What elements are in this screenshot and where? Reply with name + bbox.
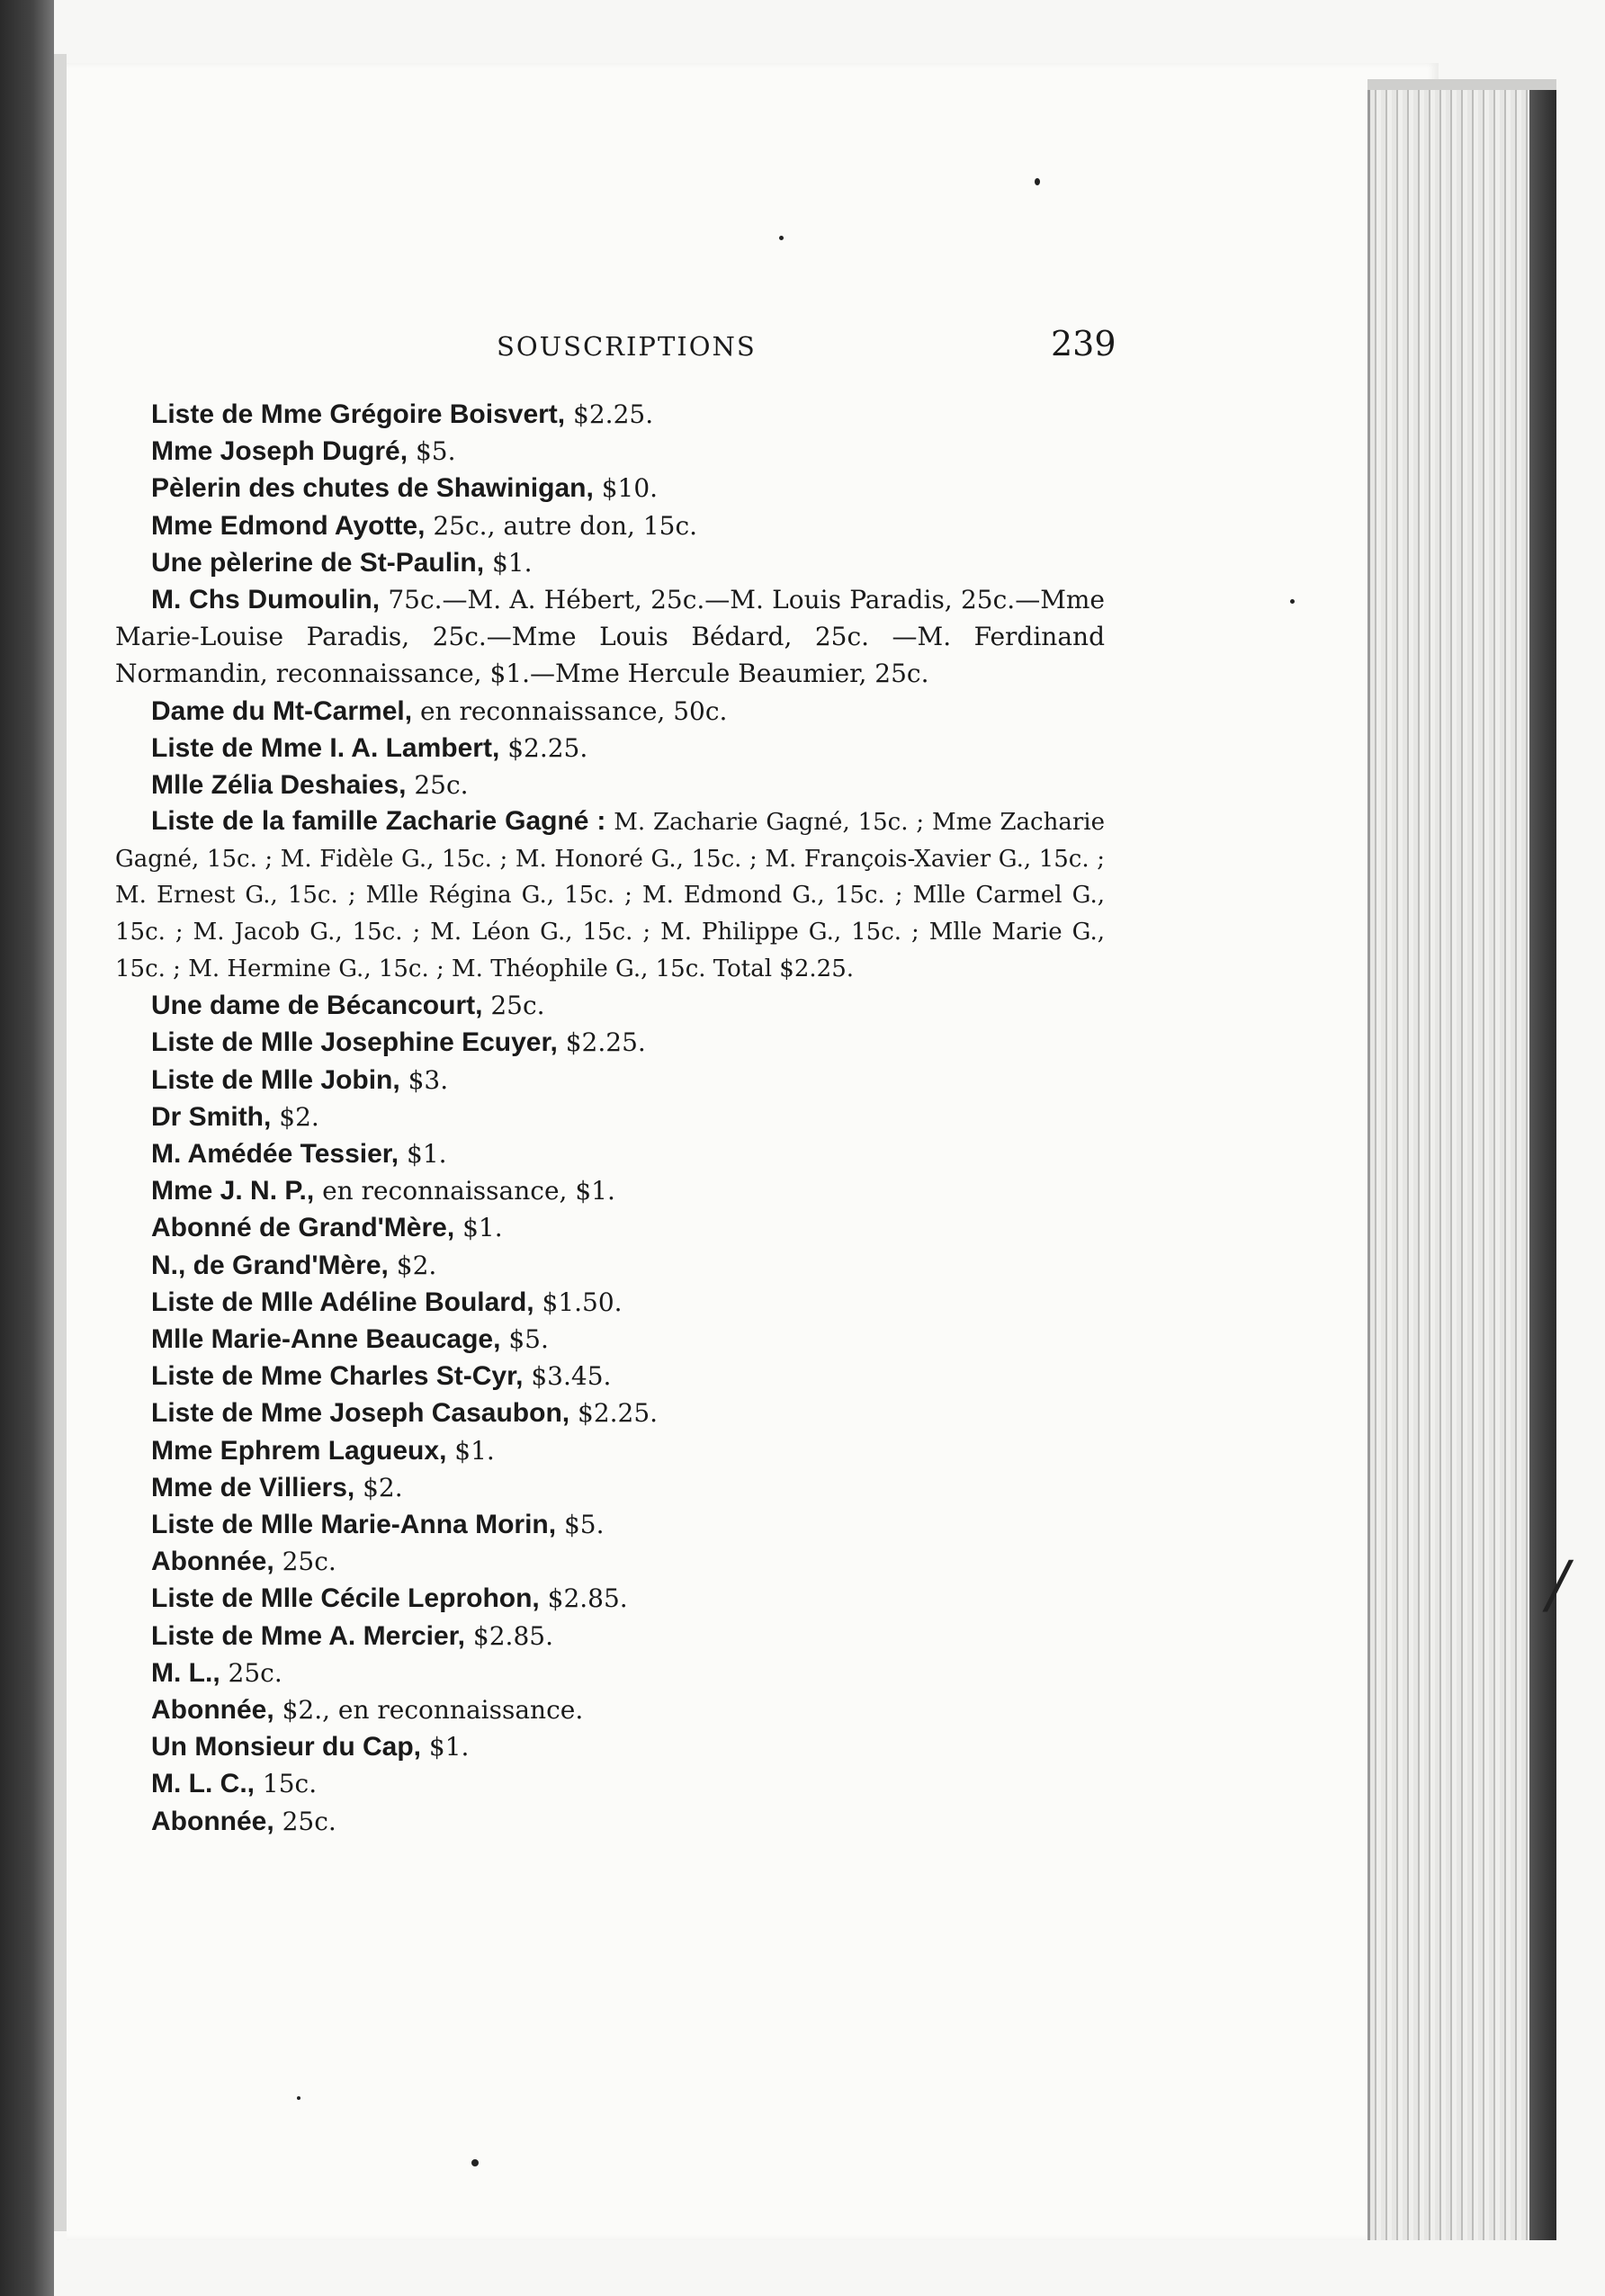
donation-amount: $10.	[593, 473, 659, 504]
donor-name: Liste de Mme Grégoire Boisvert,	[151, 399, 566, 429]
donor-name: N., de Grand'Mère,	[151, 1250, 389, 1280]
list-item	[115, 767, 1105, 803]
donor-name: Abonnée,	[151, 1695, 274, 1726]
list-item	[115, 1803, 1105, 1840]
list-item	[115, 1284, 1105, 1321]
donation-amount: $2., en reconnaissance.	[273, 1695, 584, 1726]
donation-amount: $2.85.	[465, 1620, 553, 1651]
donor-name: Liste de Mme A. Mercier,	[151, 1620, 466, 1651]
donor-name: Mme Joseph Dugré,	[151, 436, 408, 467]
list-item	[115, 581, 1105, 693]
donation-amount: 25c.	[273, 1547, 336, 1577]
list-item	[115, 1765, 1105, 1802]
donor-name: Liste de Mme I. A. Lambert,	[151, 732, 500, 763]
donation-amount: 25c., autre don, 15c.	[425, 510, 698, 541]
donor-name: Pèlerin des chutes de Shawinigan,	[151, 473, 594, 504]
list-item	[115, 1321, 1105, 1358]
donation-amount: $5.	[408, 436, 456, 467]
donor-name: Liste de Mlle Marie-Anna Morin,	[151, 1510, 557, 1540]
list-item	[115, 1024, 1105, 1061]
list-item	[115, 1580, 1105, 1617]
facing-page-edge	[54, 54, 67, 2231]
donor-name: Mme de Villiers,	[151, 1472, 355, 1502]
ink-speck	[779, 236, 784, 240]
list-item	[115, 1543, 1105, 1580]
donation-amount: $3.	[399, 1064, 449, 1095]
donor-name: Liste de la famille Zacharie Gagné :	[151, 806, 606, 837]
donor-name: Abonnée,	[151, 1547, 274, 1577]
list-item	[115, 1395, 1105, 1431]
donor-name: Mlle Marie-Anne Beaucage,	[151, 1324, 501, 1355]
donor-name: Une pèlerine de St-Paulin,	[151, 547, 485, 578]
list-item	[115, 1691, 1105, 1728]
running-header: SOUSCRIPTIONS	[497, 331, 757, 362]
list-item	[115, 1728, 1105, 1765]
donation-amount: en reconnaissance, $1.	[314, 1176, 615, 1206]
donation-amount: $1.	[454, 1213, 503, 1243]
donation-amount: $1.50.	[534, 1287, 623, 1317]
donor-name: Mme Edmond Ayotte,	[151, 510, 426, 541]
donation-amount: $2.25.	[565, 399, 654, 429]
donation-amount: $2.	[388, 1250, 437, 1280]
donor-name: Liste de Mlle Cécile Leprohon,	[151, 1583, 540, 1614]
list-item	[115, 1618, 1105, 1655]
donation-amount: 25c.	[406, 770, 469, 801]
donation-amount: $2.25.	[499, 732, 588, 763]
scan-right-edge	[1529, 90, 1556, 2240]
donation-amount: 75c.—M. A. Hébert, 25c.—M. Louis Paradis, 25c.—Mme Marie-Louise Paradis, 25c.—Mme Louis Bédard, 25c. —M. Ferdinand Normandin, reconnaissance, $1.—Mme Hercule Beaumier, 25c.	[115, 585, 1105, 689]
page-number: 239	[1051, 324, 1116, 363]
ink-speck	[471, 2159, 479, 2166]
donor-name: Dr Smith,	[151, 1101, 272, 1132]
donation-amount: $5.	[556, 1510, 605, 1540]
donor-name: Mme Ephrem Lagueux,	[151, 1435, 447, 1466]
donor-name: M. L.,	[151, 1657, 220, 1688]
list-item	[115, 1135, 1105, 1172]
donor-name: Liste de Mme Charles St-Cyr,	[151, 1361, 524, 1392]
list-item	[115, 1469, 1105, 1506]
donor-name: M. Chs Dumoulin,	[151, 585, 381, 615]
donor-name: Liste de Mlle Jobin,	[151, 1064, 400, 1095]
list-item	[115, 803, 1105, 987]
donor-name: Dame du Mt-Carmel,	[151, 695, 413, 726]
donation-amount: $2.	[271, 1101, 319, 1132]
donation-amount: en reconnaissance, 50c.	[412, 695, 728, 726]
page-stack-edges	[1367, 90, 1550, 2240]
donation-amount: $3.45.	[523, 1361, 612, 1392]
list-item	[115, 1062, 1105, 1099]
donation-amount: 25c.	[482, 991, 545, 1021]
ink-speck	[297, 2096, 300, 2100]
donor-name: Mlle Zélia Deshaies,	[151, 770, 407, 801]
list-item	[115, 1358, 1105, 1395]
donor-name: Mme J. N. P.,	[151, 1176, 315, 1206]
donor-name: Liste de Mlle Adéline Boulard,	[151, 1287, 534, 1317]
donor-name: Abonné de Grand'Mère,	[151, 1213, 455, 1243]
donor-name: M. L. C.,	[151, 1769, 255, 1799]
donation-amount: 25c.	[273, 1806, 336, 1836]
donor-name: Liste de Mlle Josephine Ecuyer,	[151, 1027, 558, 1058]
donor-name: Une dame de Bécancourt,	[151, 991, 483, 1021]
list-item	[115, 544, 1105, 581]
list-item	[115, 1247, 1105, 1284]
list-item	[115, 987, 1105, 1024]
list-item	[115, 1506, 1105, 1543]
list-item	[115, 507, 1105, 544]
list-item	[115, 1432, 1105, 1469]
ink-speck	[1290, 599, 1295, 604]
donation-amount: $1.	[446, 1435, 495, 1466]
list-item	[115, 1655, 1105, 1691]
donation-amount: $2.25.	[569, 1398, 659, 1429]
donation-amount: M. Zacharie Gagné, 15c. ; Mme Zacharie Gagné, 15c. ; M. Fidèle G., 15c. ; M. Honoré G., 15c. ; M. François-Xavier G., 15c. ; M. Ernest G., 15c. ; Mlle Régina G., 15c. ; M. Edmond G., 15c. ; Mlle Carmel G., 15c. ; M. Jacob G., 15c. ; M. Léon G., 15c. ; M. Philippe G., 15c. ; Mlle Marie G., 15c. ; M. Hermine G., 15c. ; M. Théophile G., 15c. Total $2.25.	[115, 809, 1105, 982]
donation-amount: 25c.	[220, 1657, 282, 1688]
donor-name: Abonnée,	[151, 1806, 274, 1836]
list-item	[115, 1209, 1105, 1246]
list-item	[115, 730, 1105, 767]
donation-amount: $2.	[354, 1472, 403, 1502]
donor-name: M. Amédée Tessier,	[151, 1139, 399, 1170]
list-item	[115, 1099, 1105, 1135]
donor-name: Un Monsieur du Cap,	[151, 1732, 421, 1762]
list-item	[115, 470, 1105, 507]
donor-name: Liste de Mme Joseph Casaubon,	[151, 1398, 570, 1429]
donation-amount: $2.25.	[557, 1027, 646, 1058]
donation-amount: $1.	[421, 1732, 470, 1762]
donation-amount: $5.	[500, 1324, 549, 1355]
list-item	[115, 396, 1105, 433]
donation-amount: $1.	[399, 1139, 447, 1170]
handwritten-margin-mark: /	[1547, 1547, 1569, 1621]
list-item	[115, 1172, 1105, 1209]
scan-left-edge	[0, 0, 54, 2296]
donation-amount: $2.85.	[539, 1583, 628, 1614]
list-item	[115, 693, 1105, 730]
ink-speck	[1035, 178, 1040, 185]
subscription-list	[115, 396, 1105, 1840]
donation-amount: $1.	[484, 547, 533, 578]
donation-amount: 15c.	[255, 1769, 318, 1799]
list-item	[115, 433, 1105, 470]
